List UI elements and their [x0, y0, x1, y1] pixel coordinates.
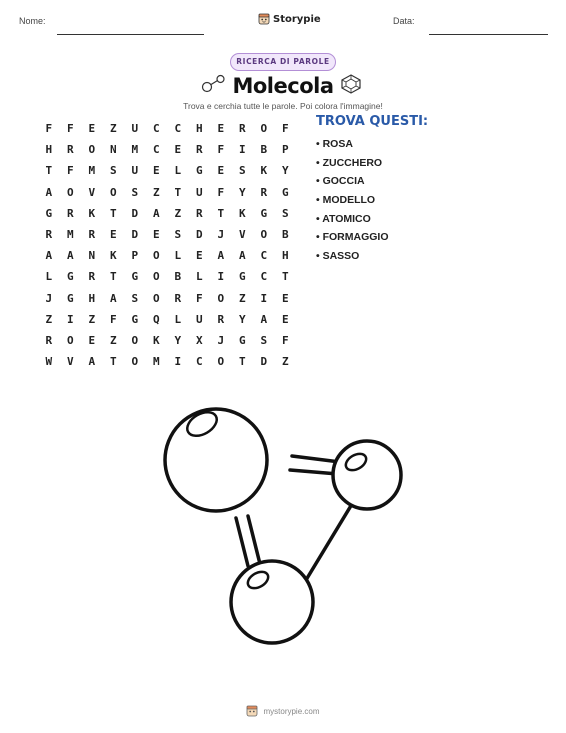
- grid-letter: V: [66, 355, 74, 369]
- grid-letter: E: [88, 122, 96, 135]
- grid-letter: Y: [281, 164, 289, 178]
- grid-row: [38, 309, 296, 330]
- grid-letter: E: [152, 227, 160, 241]
- category-pill: RICERCA DI PAROLE: [230, 53, 336, 71]
- grid-letter: L: [174, 312, 182, 326]
- grid-row: [38, 139, 296, 160]
- grid-row: [38, 245, 296, 266]
- grid-letter: N: [109, 143, 117, 157]
- grid-letter: Z: [45, 312, 53, 326]
- grid-letter: R: [217, 312, 225, 326]
- grid-letter: I: [238, 143, 246, 157]
- grid-letter: S: [131, 291, 139, 305]
- grid-letter: R: [195, 206, 203, 220]
- grid-letter: G: [45, 206, 53, 220]
- grid-letter: M: [88, 164, 96, 178]
- grid-letter: A: [260, 312, 268, 326]
- word-item: • FORMAGGIO: [316, 231, 389, 244]
- grid-letter: D: [131, 227, 139, 241]
- grid-letter: G: [131, 312, 139, 326]
- grid-letter: Z: [109, 333, 117, 347]
- grid-letter: Z: [152, 185, 160, 199]
- grid-letter: A: [217, 249, 225, 263]
- grid-row: [38, 351, 296, 372]
- name-field-line: [57, 34, 204, 35]
- grid-letter: D: [195, 227, 203, 241]
- footer: [0, 702, 566, 721]
- date-label: Data:: [393, 16, 415, 26]
- grid-letter: E: [88, 333, 96, 347]
- grid-letter: R: [45, 333, 53, 347]
- grid-letter: F: [195, 291, 203, 305]
- grid-letter: L: [45, 270, 53, 284]
- grid-letter: Z: [238, 291, 246, 305]
- grid-row: [38, 266, 296, 287]
- grid-letter: B: [260, 143, 268, 157]
- grid-letter: G: [260, 206, 268, 220]
- gem-icon: [340, 74, 362, 98]
- grid-letter: A: [152, 206, 160, 220]
- grid-letter: U: [195, 312, 203, 326]
- grid-letter: E: [217, 122, 225, 135]
- grid-letter: L: [195, 270, 203, 284]
- grid-letter: O: [66, 333, 74, 347]
- grid-letter: T: [174, 185, 182, 199]
- grid-letter: A: [45, 185, 53, 199]
- grid-letter: V: [238, 227, 246, 241]
- grid-letter: R: [66, 143, 74, 157]
- grid-letter: Z: [88, 312, 96, 326]
- grid-letter: B: [281, 227, 289, 241]
- grid-letter: M: [131, 143, 139, 157]
- word-item: • MODELLO: [316, 194, 376, 207]
- grid-letter: R: [88, 270, 96, 284]
- grid-letter: S: [174, 227, 182, 241]
- grid-letter: A: [238, 249, 246, 263]
- grid-letter: S: [281, 206, 289, 220]
- grid-letter: J: [45, 291, 53, 305]
- grid-letter: R: [260, 185, 268, 199]
- grid-letter: O: [88, 143, 96, 157]
- grid-letter: S: [238, 164, 246, 178]
- grid-letter: U: [195, 185, 203, 199]
- grid-letter: P: [281, 143, 289, 157]
- word-item: • ZUCCHERO: [316, 156, 383, 169]
- word-list-title: TROVA QUESTI:: [316, 114, 429, 129]
- grid-letter: Y: [174, 333, 182, 347]
- grid-letter: R: [45, 227, 53, 241]
- grid-letter: O: [260, 227, 268, 241]
- grid-letter: I: [66, 312, 74, 326]
- grid-letter: A: [109, 291, 117, 305]
- grid-letter: T: [109, 355, 117, 369]
- grid-letter: A: [88, 355, 96, 369]
- grid-row: [38, 160, 296, 181]
- grid-row: [38, 330, 296, 351]
- word-item: • ROSA: [316, 138, 353, 150]
- grid-letter: F: [66, 122, 74, 135]
- grid-letter: T: [45, 164, 53, 178]
- grid-letter: R: [66, 206, 74, 220]
- grid-letter: F: [281, 122, 289, 135]
- grid-letter: T: [238, 355, 246, 369]
- grid-letter: J: [217, 333, 225, 347]
- word-list: [316, 136, 389, 267]
- grid-letter: T: [109, 270, 117, 284]
- grid-letter: C: [152, 122, 160, 135]
- grid-letter: D: [131, 206, 139, 220]
- grid-letter: H: [45, 143, 53, 157]
- grid-letter: E: [281, 291, 289, 305]
- grid-letter: N: [88, 249, 96, 263]
- grid-letter: P: [131, 249, 139, 263]
- grid-letter: Z: [174, 206, 182, 220]
- grid-letter: G: [195, 164, 203, 178]
- grid-letter: R: [174, 291, 182, 305]
- grid-letter: E: [195, 249, 203, 263]
- grid-letter: E: [109, 227, 117, 241]
- grid-letter: L: [174, 249, 182, 263]
- grid-letter: G: [131, 270, 139, 284]
- grid-letter: E: [217, 164, 225, 178]
- grid-letter: R: [238, 122, 246, 135]
- brand: [258, 10, 321, 29]
- grid-letter: J: [217, 227, 225, 241]
- grid-letter: K: [238, 206, 246, 220]
- grid-letter: Y: [238, 185, 246, 199]
- grid-letter: G: [66, 291, 74, 305]
- brand-name: Storypie: [273, 14, 321, 25]
- grid-letter: H: [88, 291, 96, 305]
- grid-letter: K: [260, 164, 268, 178]
- grid-letter: O: [66, 185, 74, 199]
- grid-letter: V: [88, 185, 96, 199]
- grid-letter: O: [217, 291, 225, 305]
- grid-letter: S: [260, 333, 268, 347]
- grid-row: [38, 118, 296, 139]
- storypie-logo-icon: [246, 702, 258, 721]
- grid-letter: C: [152, 143, 160, 157]
- grid-letter: E: [174, 143, 182, 157]
- storypie-logo-icon: [258, 10, 270, 29]
- date-field-line: [429, 34, 548, 35]
- grid-letter: I: [217, 270, 225, 284]
- grid-row: [38, 224, 296, 245]
- grid-letter: O: [152, 291, 160, 305]
- grid-letter: F: [217, 143, 225, 157]
- grid-letter: Z: [281, 355, 289, 369]
- grid-letter: Q: [152, 312, 160, 326]
- grid-letter: S: [131, 185, 139, 199]
- grid-letter: R: [88, 227, 96, 241]
- grid-letter: G: [238, 333, 246, 347]
- grid-letter: T: [281, 270, 289, 284]
- grid-letter: C: [174, 122, 182, 135]
- grid-letter: E: [152, 164, 160, 178]
- grid-letter: K: [109, 249, 117, 263]
- grid-letter: O: [217, 355, 225, 369]
- page-title: Molecola: [232, 74, 334, 98]
- grid-letter: G: [238, 270, 246, 284]
- grid-letter: K: [88, 206, 96, 220]
- grid-letter: R: [195, 143, 203, 157]
- grid-letter: F: [66, 164, 74, 178]
- grid-letter: M: [152, 355, 160, 369]
- grid-letter: O: [152, 249, 160, 263]
- grid-letter: F: [217, 185, 225, 199]
- instructions: Trova e cerchia tutte le parole. Poi colora l'immagine!: [183, 101, 383, 111]
- word-item: • SASSO: [316, 250, 360, 263]
- grid-letter: O: [131, 333, 139, 347]
- grid-letter: Z: [109, 122, 117, 135]
- word-search-grid: [38, 118, 296, 372]
- grid-letter: C: [260, 270, 268, 284]
- grid-letter: L: [174, 164, 182, 178]
- molecule-illustration: [150, 388, 410, 654]
- grid-letter: U: [131, 164, 139, 178]
- grid-letter: O: [260, 122, 268, 135]
- worksheet-header: [0, 10, 566, 34]
- grid-row: [38, 182, 296, 203]
- grid-letter: T: [217, 206, 225, 220]
- grid-letter: I: [174, 355, 182, 369]
- grid-letter: K: [152, 333, 160, 347]
- grid-letter: G: [66, 270, 74, 284]
- grid-letter: W: [45, 355, 53, 369]
- grid-row: [38, 203, 296, 224]
- grid-letter: H: [281, 249, 289, 263]
- grid-letter: C: [260, 249, 268, 263]
- grid-letter: X: [195, 333, 203, 347]
- grid-letter: G: [281, 185, 289, 199]
- grid-letter: F: [281, 333, 289, 347]
- grid-letter: E: [281, 312, 289, 326]
- grid-letter: A: [66, 249, 74, 263]
- word-item: • ATOMICO: [316, 212, 371, 225]
- grid-letter: M: [66, 227, 74, 241]
- grid-letter: F: [45, 122, 53, 135]
- grid-letter: C: [195, 355, 203, 369]
- grid-letter: U: [131, 122, 139, 135]
- grid-letter: F: [109, 312, 117, 326]
- grid-letter: D: [260, 355, 268, 369]
- footer-site: mystorypie.com: [263, 707, 320, 716]
- grid-letter: S: [109, 164, 117, 178]
- grid-letter: B: [174, 270, 182, 284]
- word-item: • GOCCIA: [316, 175, 365, 188]
- grid-letter: O: [109, 185, 117, 199]
- grid-letter: A: [45, 249, 53, 263]
- grid-letter: I: [260, 291, 268, 305]
- grid-letter: H: [195, 122, 203, 135]
- grid-letter: T: [109, 206, 117, 220]
- grid-letter: O: [131, 355, 139, 369]
- grid-letter: O: [152, 270, 160, 284]
- name-label: Nome:: [19, 16, 46, 26]
- grid-row: [38, 288, 296, 309]
- grid-letter: Y: [238, 312, 246, 326]
